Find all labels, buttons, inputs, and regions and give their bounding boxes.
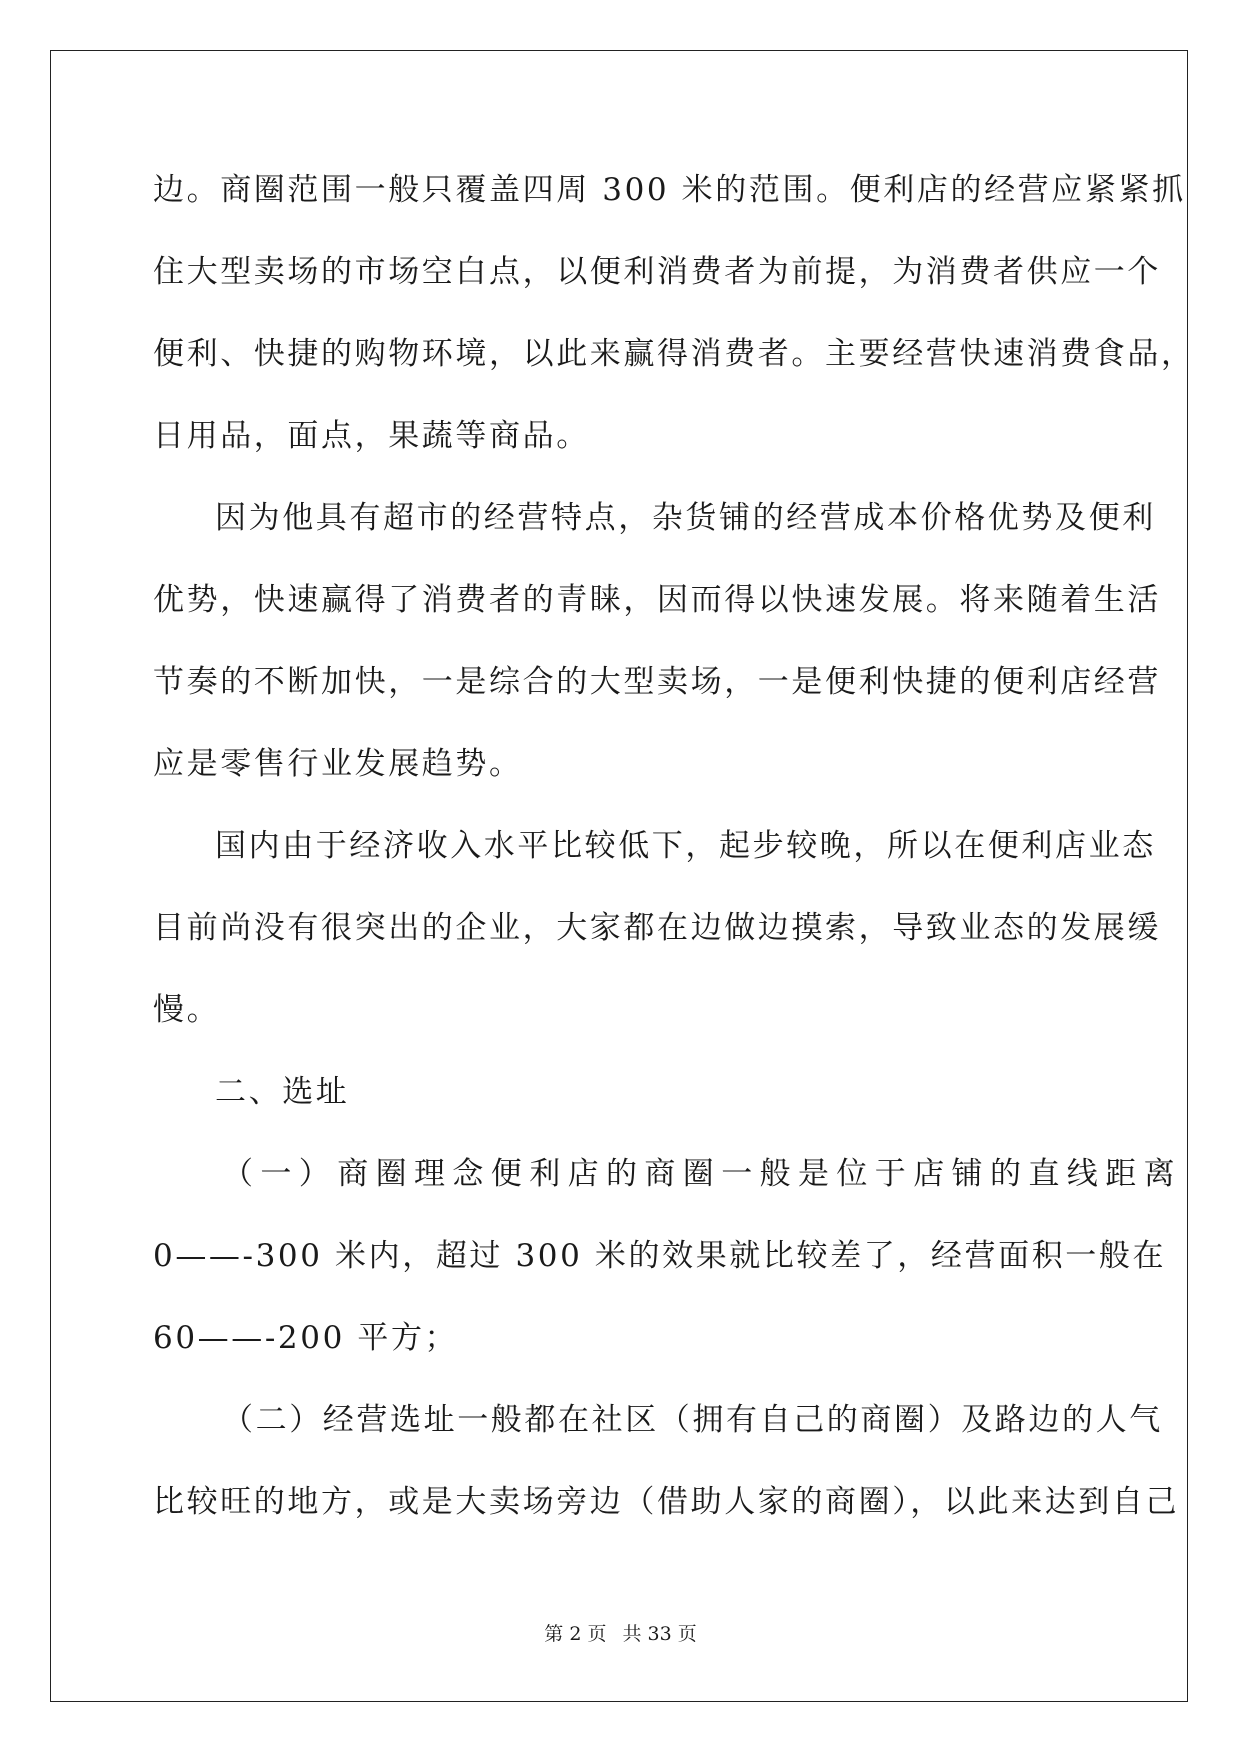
text-line: 慢。 xyxy=(153,992,221,1028)
text-line: 便利、快捷的购物环境，以此来赢得消费者。主要经营快速消费食品， xyxy=(153,336,1195,372)
text-line: 60——-200 平方； xyxy=(153,1320,459,1356)
page-border xyxy=(50,50,1195,1702)
paragraph-start-line: 国内由于经济收入水平比较低下，起步较晚，所以在便利店业态 xyxy=(215,828,1156,864)
paragraph-start-line: （一）商圈理念便利店的商圈一般是位于店铺的直线距离 xyxy=(222,1156,1182,1192)
text-line: 边。商圈范围一般只覆盖四周 300 米的范围。便利店的经营应紧紧抓 xyxy=(153,172,1186,208)
paragraph-start-line: 因为他具有超市的经营特点，杂货铺的经营成本价格优势及便利 xyxy=(215,500,1156,536)
text-line: 目前尚没有很突出的企业，大家都在边做边摸索，导致业态的发展缓 xyxy=(153,910,1161,946)
text-line: 节奏的不断加快，一是综合的大型卖场，一是便利快捷的便利店经营 xyxy=(153,664,1161,700)
paragraph-start-line: （二）经营选址一般都在社区（拥有自己的商圈）及路边的人气 xyxy=(222,1402,1163,1438)
text-line: 0——-300 米内，超过 300 米的效果就比较差了，经营面积一般在 xyxy=(153,1238,1167,1274)
text-line: 应是零售行业发展趋势。 xyxy=(153,746,523,782)
section-heading: 二、选址 xyxy=(215,1074,350,1110)
text-line: 日用品，面点，果蔬等商品。 xyxy=(153,418,590,454)
text-line: 优势，快速赢得了消费者的青睐，因而得以快速发展。将来随着生活 xyxy=(153,582,1161,618)
page-footer xyxy=(0,1622,1241,1646)
total-pages: 共 33 页 xyxy=(622,1623,697,1645)
page-number: 第 2 页 xyxy=(544,1623,607,1645)
text-line: 住大型卖场的市场空白点，以便利消费者为前提，为消费者供应一个 xyxy=(153,254,1161,290)
text-line: 比较旺的地方，或是大卖场旁边（借助人家的商圈），以此来达到自己 xyxy=(153,1484,1180,1520)
